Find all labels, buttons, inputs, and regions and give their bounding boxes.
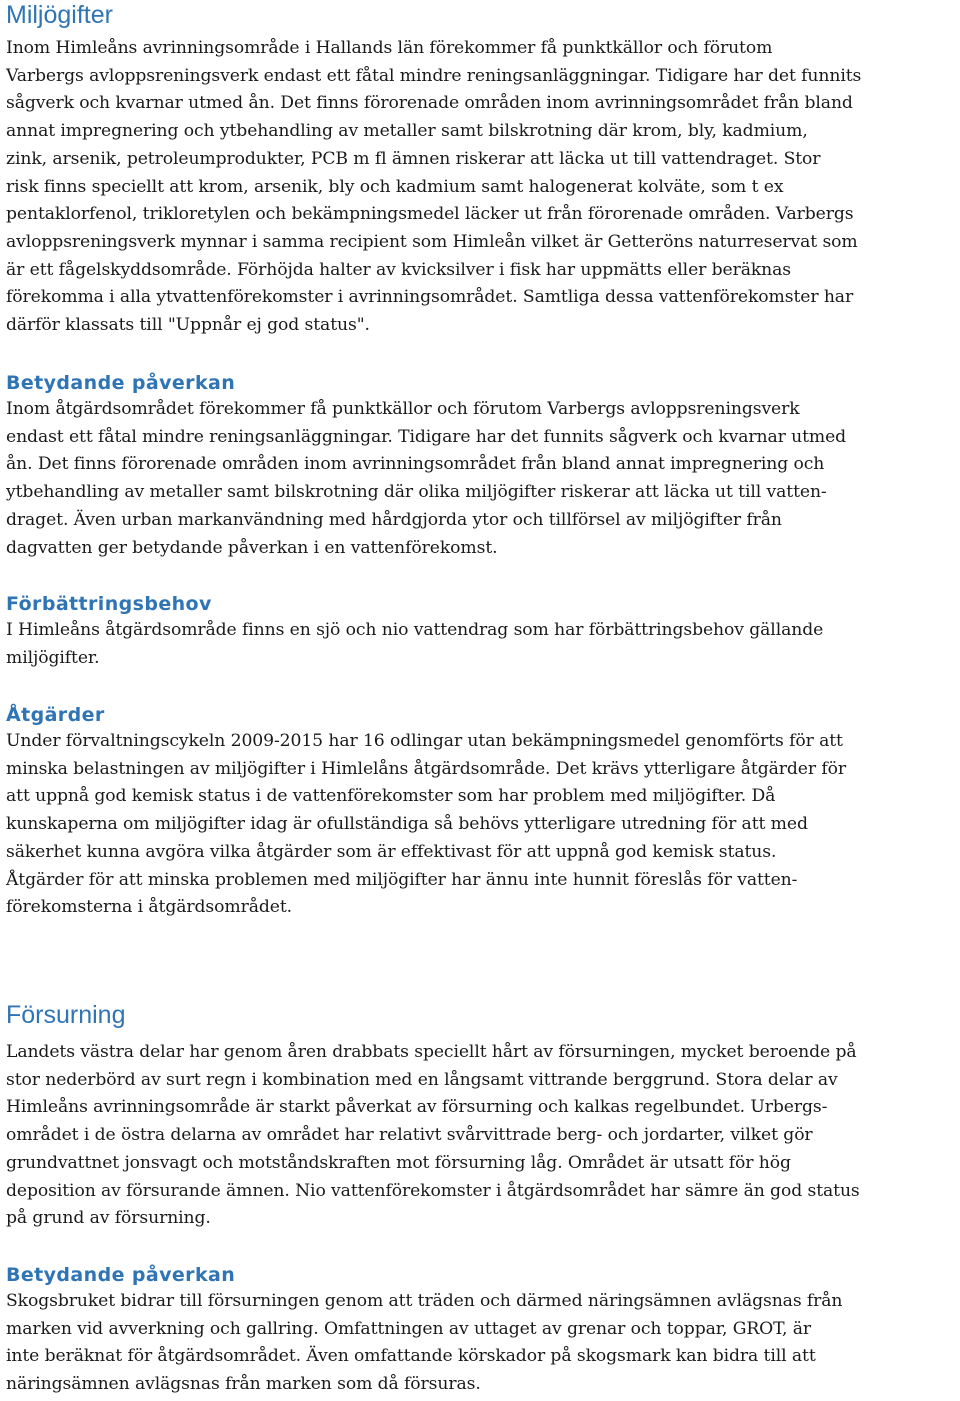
heading-atgarder: Åtgärder — [6, 704, 105, 726]
text-line: dagvatten ger betydande påverkan i en vattenförekomst. — [6, 537, 498, 558]
text-line: marken vid avverkning och gallring. Omfattningen av uttaget av grenar och toppar, GROT, är — [6, 1318, 811, 1339]
forsurning-paragraph — [6, 1039, 860, 1233]
forsurning-betydande-paverkan-paragraph — [6, 1288, 842, 1399]
text-line: att uppnå god kemisk status i de vattenförekomster som har problem med miljögifter. Då — [6, 786, 776, 807]
betydande-paverkan-paragraph — [6, 396, 846, 562]
text-line: ytbehandling av metaller samt bilskrotning där olika miljögifter riskerar att läcka ut till vatten- — [6, 482, 827, 503]
text-line: Varbergs avloppsreningsverk endast ett fåtal mindre reningsanläggningar. Tidigare har det funnits — [6, 65, 862, 86]
text-line: kunskaperna om miljögifter idag är ofullständiga så behövs ytterligare utredning för att med — [6, 814, 808, 835]
text-line: sågverk och kvarnar utmed ån. Det finns förorenade områden inom avrinningsområdet från bland — [6, 93, 853, 114]
section-title-miljogifter: Miljögifter — [6, 1, 113, 29]
text-line: risk finns speciellt att krom, arsenik, bly och kadmium samt halogenerat kolväte, som t ex — [6, 176, 784, 197]
text-line: deposition av försurande ämnen. Nio vattenförekomster i åtgärdsområdet har sämre än god status — [6, 1180, 860, 1201]
text-line: draget. Även urban markanvändning med hårdgjorda ytor och tillförsel av miljögifter från — [6, 509, 782, 530]
text-line: näringsämnen avlägsnas från marken som då försuras. — [6, 1374, 481, 1395]
text-line: på grund av försurning. — [6, 1208, 211, 1229]
text-line: säkerhet kunna avgöra vilka åtgärder som är effektivast för att uppnå god kemisk status. — [6, 841, 777, 862]
text-line: förekomsterna i åtgärdsområdet. — [6, 897, 293, 918]
heading-betydande-paverkan: Betydande påverkan — [6, 372, 236, 394]
text-line: därför klassats till "Uppnår ej god status". — [6, 315, 370, 336]
text-line: I Himleåns åtgärdsområde finns en sjö och nio vattendrag som har förbättringsbehov gällande — [6, 620, 824, 640]
miljogifter-paragraph — [6, 35, 861, 340]
atgarder-paragraph — [6, 728, 846, 922]
text-line: Himleåns avrinningsområde är starkt påverkat av försurning och kalkas regelbundet. Urbergs- — [6, 1097, 828, 1118]
text-line: är ett fågelskyddsområde. Förhöjda halter av kvicksilver i fisk har uppmätts eller beräknas — [6, 259, 792, 280]
text-line: området i de östra delarna av området har relativt svårvittrade berg- och jordarter, vilket gör — [6, 1125, 813, 1146]
text-line: avloppsreningsverk mynnar i samma recipient som Himleån vilket är Getteröns naturreservat som — [6, 231, 858, 252]
text-line: miljögifter. — [6, 647, 100, 668]
text-line: zink, arsenik, petroleumprodukter, PCB m fl ämnen riskerar att läcka ut till vattendraget. Stor — [6, 148, 821, 169]
text-line: Inom Himleåns avrinningsområde i Hallands län förekommer få punktkällor och förutom — [6, 38, 773, 58]
heading-forbattringsbehov: Förbättringsbehov — [6, 593, 212, 615]
text-line: Under förvaltningscykeln 2009-2015 har 16 odlingar utan bekämpningsmedel genomförts för att — [6, 731, 843, 751]
text-line: minska belastningen av miljögifter i Himlelåns åtgärdsområde. Det krävs ytterligare åtgärder för — [6, 758, 846, 779]
text-line: Landets västra delar har genom åren drabbats speciellt hårt av försurningen, mycket beroende på — [6, 1042, 857, 1062]
text-line: Skogsbruket bidrar till försurningen genom att träden och därmed näringsämnen avlägsnas från — [6, 1291, 843, 1311]
text-line: ån. Det finns förorenade områden inom avrinningsområdet från bland annat impregnering och — [6, 454, 825, 475]
heading-betydande-paverkan-forsurning: Betydande påverkan — [6, 1264, 236, 1286]
text-line: grundvattnet jonsvagt och motståndskraften mot försurning låg. Området är utsatt för hög — [6, 1152, 791, 1173]
text-line: inte beräknat för åtgärdsområdet. Även omfattande körskador på skogsmark kan bidra till att — [6, 1346, 816, 1367]
text-line: stor nederbörd av surt regn i kombination med en långsamt vittrande berggrund. Stora delar av — [6, 1069, 838, 1090]
text-line: endast ett fåtal mindre reningsanläggningar. Tidigare har det funnits sågverk och kvarnar utmed — [6, 426, 847, 447]
text-line: förekomma i alla ytvattenförekomster i avrinningsområdet. Samtliga dessa vattenförekomster har — [6, 287, 854, 308]
text-line: pentaklorfenol, trikloretylen och bekämpningsmedel läcker ut från förorenade områden. Varbergs — [6, 204, 854, 225]
text-line: Åtgärder för att minska problemen med miljögifter har ännu inte hunnit föreslås för vatten- — [6, 869, 798, 890]
section-title-forsurning: Försurning — [6, 1001, 126, 1029]
forbattringsbehov-paragraph — [6, 617, 823, 672]
text-line: annat impregnering och ytbehandling av metaller samt bilskrotning där krom, bly, kadmium, — [6, 121, 808, 142]
text-line: Inom åtgärdsområdet förekommer få punktkällor och förutom Varbergs avloppsreningsverk — [6, 399, 800, 419]
